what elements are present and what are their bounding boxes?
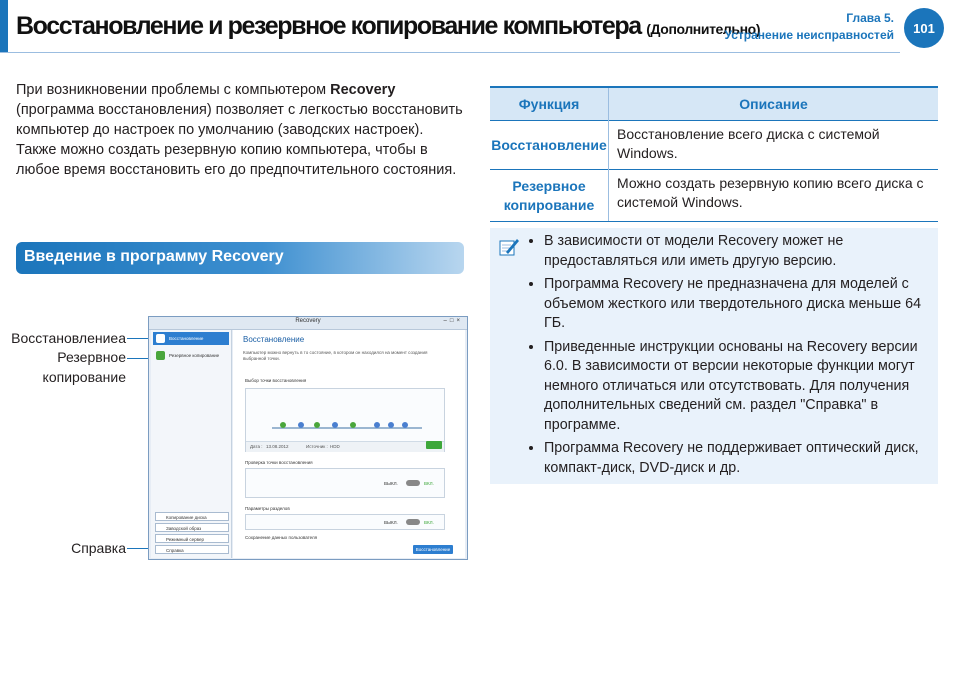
partition-toggle-on-label: ВКЛ. <box>424 520 434 525</box>
header-accent-bar <box>0 0 8 52</box>
note-item: • Приведенные инструкции основаны на Recovery версии 6.0. В зависимости от версии некоторые функции могут немного отличаться или отсутствовать. Для получения дополнительных сведений см. раздел "Справка" в программе. <box>544 338 930 436</box>
timeline-footer <box>246 441 444 452</box>
partition-box <box>245 514 445 530</box>
restore-point-timeline[interactable] <box>245 388 445 452</box>
table-header-function: Функция <box>490 87 609 121</box>
factory-image-button[interactable]: Заводской образ <box>155 523 229 532</box>
app-sidebar <box>151 330 232 558</box>
point-check-toggle[interactable] <box>406 480 420 486</box>
notes-list <box>512 232 938 482</box>
app-main-panel <box>233 330 465 558</box>
page-title-sub: (Дополнительно) <box>646 21 761 37</box>
app-titlebar <box>149 317 467 330</box>
help-button[interactable]: Справка <box>155 545 229 554</box>
toggle-on-label: ВКЛ. <box>424 481 434 486</box>
restore-point-marker[interactable] <box>350 422 356 428</box>
backup-icon <box>156 351 165 360</box>
source-value: HDD <box>330 444 340 449</box>
chapter-number: Глава 5. <box>846 11 894 25</box>
section-heading <box>16 242 464 274</box>
restore-button[interactable]: Восстановление <box>413 545 453 554</box>
page-title <box>16 12 760 41</box>
intro-text-end: (программа восстановления) позволяет с легкостью восстановить компьютер до настроек по умолчанию (заводских настроек). Также можно создать резервную копию компьютера, чтобы в любое время восстановить его до предпочтительного состояния. <box>16 102 463 178</box>
date-label: Дата : <box>250 444 263 449</box>
main-heading: Восстановление <box>243 335 305 344</box>
date-value: 13.08.2012 <box>266 444 289 449</box>
table-cell-function: Резервное копирование <box>490 170 609 222</box>
point-label: Выбор точки восстановления <box>245 378 307 383</box>
timeline-track <box>272 427 422 429</box>
restore-point-marker[interactable] <box>374 422 380 428</box>
restore-point-marker[interactable] <box>314 422 320 428</box>
table-header-row <box>490 87 938 121</box>
table-cell-description: Можно создать резервную копию всего диска с системой Windows. <box>609 170 939 222</box>
mode-server-button[interactable]: Режимный сервер <box>155 534 229 543</box>
intro-paragraph <box>16 80 466 180</box>
restore-point-marker[interactable] <box>402 422 408 428</box>
restore-point-marker[interactable] <box>280 422 286 428</box>
intro-text-start: При возникновении проблемы с компьютером <box>16 82 331 98</box>
table-header-description: Описание <box>609 87 939 121</box>
header-divider <box>0 52 900 53</box>
page-title-main: Восстановление и резервное копирование компьютера <box>16 12 641 40</box>
note-pencil-icon <box>498 236 520 258</box>
partition-title: Параметры разделов <box>245 506 290 511</box>
sidebar-item-backup-label: Резервное копирование <box>169 353 220 358</box>
app-window-title: Recovery <box>295 318 321 324</box>
notes-box <box>490 228 938 484</box>
note-item: • В зависимости от модели Recovery может не предоставляться или иметь другую версию. <box>544 232 930 271</box>
callout-restore: Восстановлениеа <box>11 330 126 346</box>
partition-toggle[interactable] <box>406 519 420 525</box>
point-check-box <box>245 468 445 498</box>
table-cell-function: Восстановление <box>490 121 609 170</box>
restore-icon <box>156 334 165 343</box>
restore-point-marker[interactable] <box>298 422 304 428</box>
toggle-off-label: ВЫКЛ. <box>384 481 398 486</box>
callout-backup: Резервное копирование <box>42 349 126 385</box>
window-controls-icon[interactable]: –□× <box>443 318 463 324</box>
section-heading-label: Введение в программу Recovery <box>24 248 284 265</box>
note-item: • Программа Recovery не поддерживает оптический диск, компакт-диск, DVD-диск и др. <box>544 439 930 478</box>
restore-point-marker[interactable] <box>388 422 394 428</box>
page-number-badge: 101 <box>904 8 944 48</box>
disk-copy-button[interactable]: Копирование диска <box>155 512 229 521</box>
callout-help: Справка <box>71 540 126 556</box>
user-data-title: Сохранение данных пользователя <box>245 535 318 540</box>
restore-point-marker[interactable] <box>332 422 338 428</box>
sidebar-item-restore-label: Восстановление <box>169 336 204 341</box>
sidebar-item-restore[interactable] <box>153 332 229 345</box>
table-row <box>490 170 938 222</box>
confirm-point-button[interactable] <box>426 441 442 449</box>
note-item: • Программа Recovery не предназначена для моделей с объемом жесткого или твердотельного диска меньше 64 ГБ. <box>544 275 930 334</box>
function-table <box>490 86 938 222</box>
table-cell-description: Восстановление всего диска с системой Windows. <box>609 121 939 170</box>
source-label: Источник : <box>306 444 328 449</box>
table-row <box>490 121 938 170</box>
main-description: Компьютер можно вернуть в то состояние, в котором он находился на момент создания выбранной точки. <box>243 350 428 361</box>
intro-bold-recovery: Recovery <box>330 82 396 98</box>
point-check-title: Проверка точки восстановления <box>245 460 313 465</box>
sidebar-item-backup[interactable] <box>153 349 229 362</box>
partition-toggle-off-label: ВЫКЛ. <box>384 520 398 525</box>
recovery-app-screenshot <box>148 316 468 560</box>
chapter-name: Устранение неисправностей <box>724 28 894 42</box>
